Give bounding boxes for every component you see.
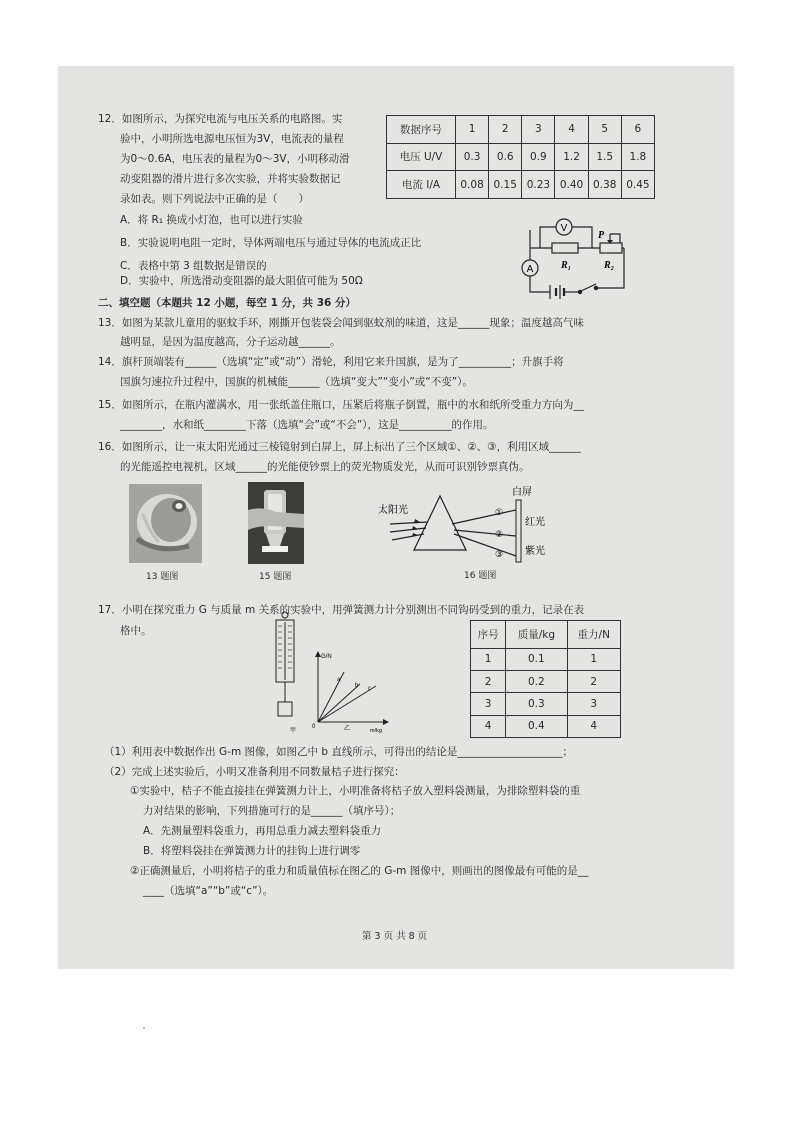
x-axis-arrow-icon (383, 719, 389, 725)
q14-line-2: 国旗匀速拉升过程中，国旗的机械能______（选填“变大”“变小”或“不变”）。 (120, 376, 473, 388)
q17-sub-5: ②正确测量后，小明将桔子的重力和质量值标在图乙的 G-m 图像中，则画出的图像最有可能的是__ (130, 865, 589, 877)
prism-dispersion-diagram (368, 482, 568, 570)
q17-sub-option-a: A．先测量塑料袋重力，再用总重力减去塑料袋重力 (143, 825, 382, 837)
table-cell: 0.2 (506, 670, 567, 692)
table-cell: 0.4 (506, 715, 567, 737)
figure-15-caption: 15 题图 (259, 572, 292, 582)
q13-line-2: 越明显，是因为温度越高，分子运动越______。 (120, 336, 341, 348)
origin-label: 0 (312, 724, 316, 730)
g-m-graph (308, 648, 390, 734)
figure-13-caption: 13 题图 (146, 572, 179, 582)
table-cell: 6 (621, 116, 654, 144)
q12-option-d: D．实验中，所选滑动变阻器的最大阻值可能为 50Ω (120, 275, 363, 287)
graph-line-b (318, 684, 360, 722)
table-cell: 重力/N (567, 621, 621, 649)
table-row (471, 693, 621, 715)
q12-option-b: B．实验说明电阻一定时，导体两端电压与通过导体的电流成正比 (120, 237, 422, 249)
table-row (387, 116, 655, 144)
page-footer: 第 3 页 共 8 页 (362, 931, 428, 942)
table-cell: 0.3 (506, 693, 567, 715)
mosquito-bracelet-photo (129, 484, 202, 563)
arrow-icon (412, 533, 418, 537)
figure-b-caption: 乙 (344, 726, 351, 732)
table-cell: 5 (588, 116, 621, 144)
table-cell: 0.08 (456, 171, 489, 199)
table-cell: 1.8 (621, 143, 654, 171)
table-cell: 质量/kg (506, 621, 567, 649)
table-cell: 4 (471, 715, 506, 737)
q12-line-2: 验中，小明所选电源电压恒为3V，电流表的量程 (120, 133, 344, 145)
table-cell: 3 (567, 693, 621, 715)
region-3-label: ③ (495, 550, 504, 560)
table-cell: 序号 (471, 621, 506, 649)
ammeter-label: A (526, 264, 534, 275)
figure-a-caption: 甲 (290, 728, 297, 734)
voltmeter-label: V (560, 223, 568, 234)
table-cell: 数据序号 (387, 116, 456, 144)
inverted-bottle-photo (248, 482, 304, 564)
table-cell: 1 (456, 116, 489, 144)
q12-data-table (386, 115, 655, 199)
q17-line-2: 格中。 (120, 625, 152, 637)
table-cell: 2 (489, 116, 522, 144)
table-cell: 3 (522, 116, 555, 144)
slider-label: P (598, 230, 605, 241)
line-c-label: c (368, 686, 371, 692)
table-row (471, 648, 621, 670)
table-cell: 4 (567, 715, 621, 737)
table-row (471, 670, 621, 692)
table-cell: 1 (471, 648, 506, 670)
q17-sub-1: （1）利用表中数据作出 G-m 图像，如图乙中 b 直线所示，可得出的结论是____________________； (104, 746, 573, 758)
line-b-label: b (355, 683, 359, 689)
violet-light-label: 紫光 (525, 546, 545, 557)
resistor-r1 (552, 243, 578, 253)
q14-line-1: 14．旗杆顶端装有______（选填“定”或“动”）滑轮，利用它来升国旗，是为了__________；升旗手将 (98, 356, 564, 368)
q13-line-1: 13．如图为某款儿童用的驱蚊手环，刚撕开包装袋会闻到驱蚊剂的味道，这是______现象；温度越高气味 (98, 317, 584, 329)
table-cell: 0.1 (506, 648, 567, 670)
table-cell: 电流 I/A (387, 171, 456, 199)
table-cell: 2 (567, 670, 621, 692)
table-row (471, 715, 621, 737)
q17-sub-2: （2）完成上述实验后，小明又准备利用不同数量桔子进行探究： (104, 766, 405, 778)
incident-ray (390, 528, 426, 532)
region-1-label: ① (495, 508, 504, 518)
q15-line-1: 15．如图所示，在瓶内灌满水，用一张纸盖住瓶口，压紧后将瓶子倒置，瓶中的水和纸所受重力方向为__ (98, 399, 584, 411)
circuit-diagram (512, 210, 642, 302)
table-cell: 0.6 (489, 143, 522, 171)
table-row (471, 621, 621, 649)
y-axis-label: G/N (321, 654, 332, 660)
table-cell: 1 (567, 648, 621, 670)
q12-line-3: 为0～0.6A，电压表的量程为0～3V，小明移动滑 (120, 153, 350, 165)
q15-line-2: ________，水和纸________下落（选填“会”或“不会”），这是__________的作用。 (120, 419, 494, 431)
table-row (387, 171, 655, 199)
table-cell: 0.15 (489, 171, 522, 199)
q12-line-4: 动变阻器的滑片进行多次实验，并将实验数据记 (120, 173, 341, 185)
spring-scale-figure (268, 610, 304, 734)
r1-label: R₁ (561, 260, 572, 271)
q17-sub-4: 力对结果的影响，下列措施可行的是______（填序号）； (143, 805, 401, 817)
q17-data-table (470, 620, 621, 738)
q17-sub-3: ①实验中，桔子不能直接挂在弹簧测力计上，小明准备将桔子放入塑料袋测量，为排除塑料袋的重 (130, 785, 581, 797)
q17-line-1: 17．小明在探究重力 G 与质量 m 关系的实验中，用弹簧测力计分别测出不同钩码受到的重力，记录在表 (98, 604, 585, 616)
region-2-label: ② (495, 530, 504, 540)
table-cell: 0.38 (588, 171, 621, 199)
q12-option-c: C．表格中第 3 组数据是错误的 (120, 260, 267, 272)
refracted-ray-2 (454, 530, 516, 536)
table-cell: 3 (471, 693, 506, 715)
white-screen (516, 500, 521, 562)
q12-option-a: A．将 R₁ 换成小灯泡，也可以进行实验 (120, 214, 303, 226)
table-cell: 1.5 (588, 143, 621, 171)
table-cell: 0.40 (555, 171, 588, 199)
line-a-label: a (337, 677, 341, 683)
section-2-title: 二、填空题（本题共 12 小题，每空 1 分，共 36 分） (98, 297, 356, 309)
scan-speck (143, 1027, 145, 1029)
r2-label: R₂ (604, 260, 615, 271)
table-cell: 2 (471, 670, 506, 692)
battery-symbol (550, 285, 564, 299)
table-cell: 4 (555, 116, 588, 144)
q16-line-2: 的光能遥控电视机，区域______的光能使钞票上的荧光物质发光，从而可识别钞票真伪。 (120, 461, 530, 473)
x-axis-label: m/kg (370, 728, 382, 734)
figure-16-caption: 16 题图 (464, 571, 497, 581)
refracted-ray-1 (452, 510, 516, 524)
screen-label: 白屏 (512, 487, 532, 498)
table-cell: 1.2 (555, 143, 588, 171)
q12-line-5: 录如表。则下列说法中正确的是（ ） (120, 193, 309, 205)
table-cell: 0.45 (621, 171, 654, 199)
table-cell: 0.23 (522, 171, 555, 199)
switch-symbol (578, 284, 597, 294)
q17-sub-option-b: B．将塑料袋挂在弹簧测力计的挂钩上进行调零 (143, 845, 361, 857)
table-cell: 电压 U/V (387, 143, 456, 171)
q12-line-1: 12．如图所示，为探究电流与电压关系的电路图。实 (98, 113, 343, 125)
rheostat-r2 (600, 243, 622, 253)
table-cell: 0.3 (456, 143, 489, 171)
q17-sub-6: ____（选填“a”“b”或“c”）。 (143, 885, 274, 897)
table-row (387, 143, 655, 171)
sunlight-label: 太阳光 (378, 505, 408, 516)
q16-line-1: 16．如图所示，让一束太阳光通过三棱镜射到白屏上，屏上标出了三个区域①、②、③，利用区域______ (98, 441, 581, 453)
table-cell: 0.9 (522, 143, 555, 171)
incident-ray (390, 522, 428, 524)
red-light-label: 红光 (525, 517, 545, 528)
